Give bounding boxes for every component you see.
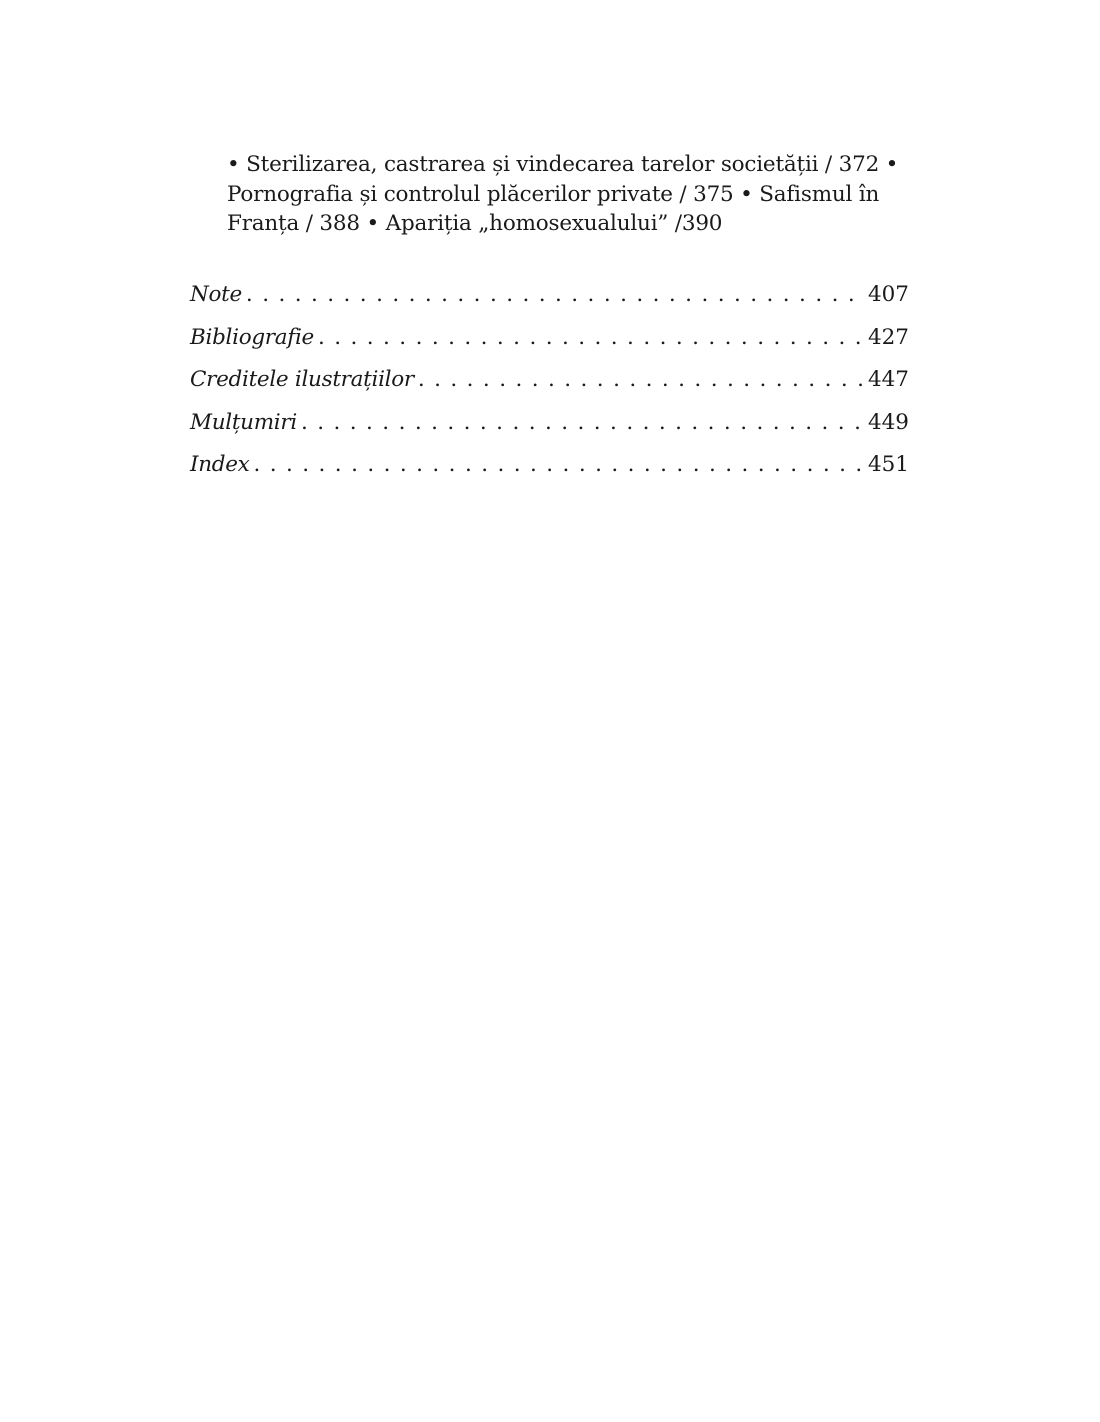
toc-entry-title: Creditele ilustrațiilor	[190, 367, 414, 393]
toc-entry-note[interactable]	[190, 277, 909, 320]
toc-entry-page: 449	[867, 409, 909, 435]
dot-leader	[301, 405, 864, 441]
toc-entry-page: 447	[867, 367, 909, 393]
toc-entry-title: Mulțumiri	[190, 409, 297, 435]
toc-entry-title: Note	[190, 282, 242, 307]
dot-leader	[318, 320, 864, 356]
toc-entry-bibliografie[interactable]	[190, 320, 909, 363]
toc-entry-title: Index	[190, 452, 250, 478]
toc-entry-page: 427	[867, 324, 909, 350]
toc-entry-page: 451	[867, 452, 909, 478]
dot-leader	[418, 362, 864, 398]
dot-leader	[246, 277, 864, 313]
toc-entry-index[interactable]	[190, 447, 909, 490]
dot-leader	[253, 447, 864, 483]
subsection-line: Pornografia și controlul plăcerilor private / 375 • Safismul în	[227, 181, 880, 207]
toc-entry-title: Bibliografie	[190, 324, 314, 350]
table-of-contents	[190, 277, 909, 490]
toc-entry-multumiri[interactable]	[190, 405, 909, 448]
subsection-line: Franța / 388 • Apariția „homosexualului” /390	[227, 211, 723, 236]
toc-entry-creditele-ilustratiilor[interactable]	[190, 362, 909, 405]
toc-entry-page: 407	[867, 282, 909, 307]
chapter-subsections-continuation	[227, 150, 899, 239]
subsection-line: • Sterilizarea, castrarea și vindecarea tarelor societății / 372 •	[227, 152, 899, 177]
